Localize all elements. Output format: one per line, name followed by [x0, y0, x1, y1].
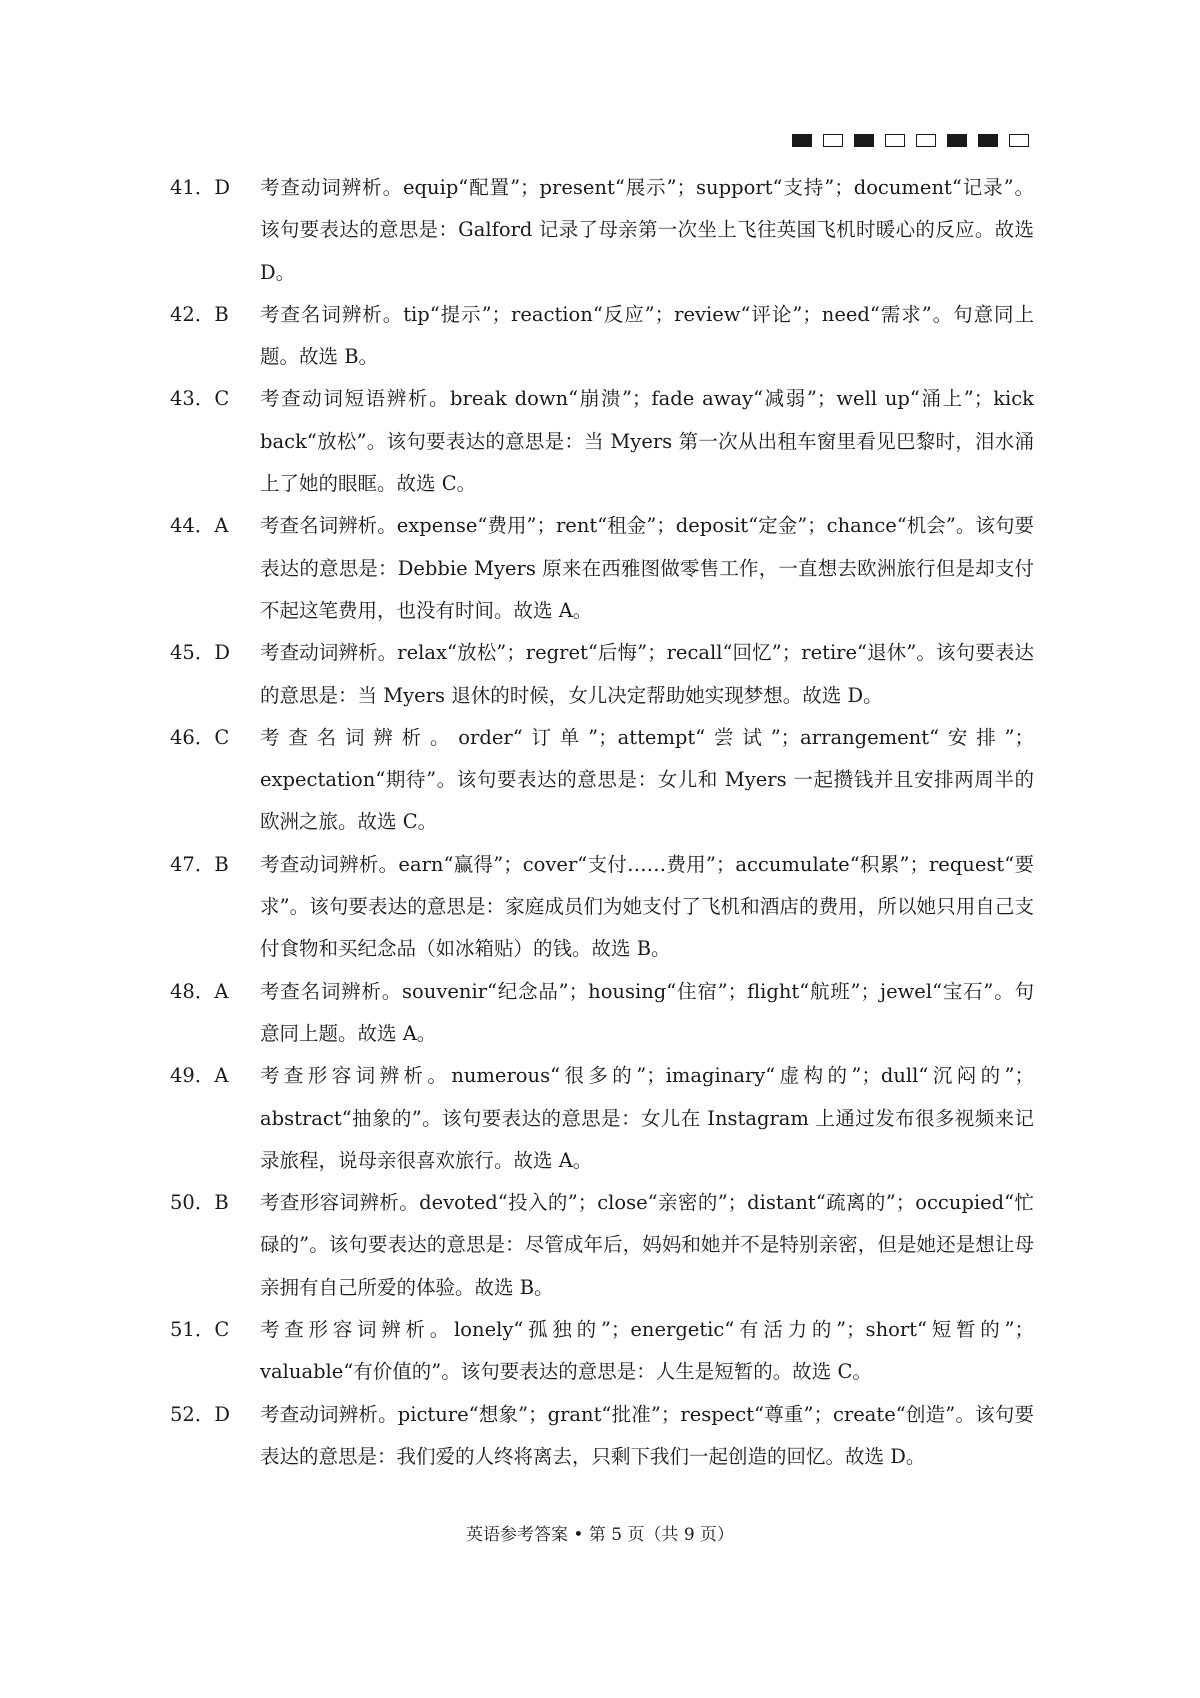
answer-number: 42．B [170, 302, 229, 326]
answer-number: 50．B [170, 1191, 229, 1215]
answer-explanation: 考查动词辨析。equip“配置”；present“展示”；support“支持”；document“记录”。该句要表达的意思是：Galford 记录了母亲第一次坐上飞往英国飞机时暖心的反应。故选 D。 [260, 176, 1034, 284]
header-mark [916, 134, 936, 147]
answer-number: 41．D [170, 176, 230, 199]
answer-explanation: 考查名词辨析。order“订单”；attempt“尝试”；arrangement“安排”；expectation“期待”。该句要表达的意思是：女儿和 Myers 一起攒钱并且安排两周半的欧洲之旅。故选 C。 [260, 725, 1034, 834]
answer-entry [170, 505, 1034, 632]
answer-explanation: 考查形容词辨析。devoted“投入的”；close“亲密的”；distant“疏离的”；occupied“忙碌的”。该句要表达的意思是：尽管成年后，妈妈和她并不是特别亲密，但是她还是想让母亲拥有自己所爱的体验。故选 B。 [260, 1191, 1034, 1299]
answer-number: 46．C [170, 725, 230, 749]
answer-entry [170, 971, 1034, 1056]
answer-explanation: 考查动词辨析。earn“赢得”；cover“支付……费用”；accumulate“积累”；request“要求”。该句要表达的意思是：家庭成员们为她支付了飞机和酒店的费用，所以她只用自己支付食物和买纪念品（如冰箱贴）的钱。故选 B。 [260, 852, 1034, 961]
answer-number: 48．A [170, 979, 229, 1003]
answer-explanation: 考查名词辨析。tip“提示”；reaction“反应”；review“评论”；need“需求”。句意同上题。故选 B。 [260, 302, 1034, 369]
page-footer: 英语参考答案 • 第 5 页（共 9 页） [465, 1525, 735, 1545]
header-mark [823, 134, 843, 147]
answer-explanation: 考查名词辨析。souvenir“纪念品”；housing“住宿”；flight“航班”；jewel“宝石”。句意同上题。故选 A。 [260, 979, 1034, 1045]
answer-number: 43．C [170, 387, 230, 411]
answer-list [170, 167, 1034, 1478]
answer-explanation: 考查形容词辨析。numerous“很多的”；imaginary“虚构的”；dull“沉闷的”；abstract“抽象的”。该句要表达的意思是：女儿在 Instagram 上通过发布很多视频来记录旅程，说母亲很喜欢旅行。故选 A。 [260, 1064, 1034, 1172]
answer-entry [170, 632, 1034, 717]
header-mark [792, 134, 812, 147]
answer-entry [170, 294, 1034, 379]
answer-entry [170, 1055, 1034, 1182]
header-marks [792, 134, 1029, 147]
answer-number: 52．D [170, 1402, 230, 1426]
answer-number: 51．C [170, 1318, 230, 1342]
answer-entry [170, 167, 1034, 294]
answer-entry [170, 1309, 1034, 1394]
answer-entry [170, 844, 1034, 971]
answer-number: 47．B [170, 852, 229, 876]
answer-number: 45．D [170, 641, 230, 665]
answer-entry [170, 1394, 1034, 1479]
answer-explanation: 考查动词辨析。relax“放松”；regret“后悔”；recall“回忆”；retire“退休”。该句要表达的意思是：当 Myers 退休的时候，女儿决定帮助她实现梦想。故选 D。 [260, 641, 1034, 707]
answer-number: 44．A [170, 514, 229, 538]
answer-explanation: 考查动词短语辨析。break down“崩溃”；fade away“减弱”；well up“涌上”；kick back“放松”。该句要表达的意思是：当 Myers 第一次从出租车窗里看见巴黎时，泪水涌上了她的眼眶。故选 C。 [260, 387, 1034, 496]
answer-entry [170, 1182, 1034, 1309]
header-mark [854, 134, 874, 147]
answer-number: 49．A [170, 1064, 229, 1088]
answer-entry [170, 717, 1034, 844]
header-mark [978, 134, 998, 147]
header-mark [885, 134, 905, 147]
answer-explanation: 考查形容词辨析。lonely“孤独的”；energetic“有活力的”；short“短暂的”；valuable“有价值的”。该句要表达的意思是：人生是短暂的。故选 C。 [260, 1318, 1034, 1384]
answer-entry [170, 378, 1034, 505]
header-mark [1009, 134, 1029, 147]
answer-explanation: 考查名词辨析。expense“费用”；rent“租金”；deposit“定金”；chance“机会”。该句要表达的意思是：Debbie Myers 原来在西雅图做零售工作，一直想去欧洲旅行但是却支付不起这笔费用，也没有时间。故选 A。 [260, 514, 1034, 622]
answer-explanation: 考查动词辨析。picture“想象”；grant“批准”；respect“尊重”；create“创造”。该句要表达的意思是：我们爱的人终将离去，只剩下我们一起创造的回忆。故选 D。 [260, 1402, 1034, 1468]
header-mark [947, 134, 967, 147]
